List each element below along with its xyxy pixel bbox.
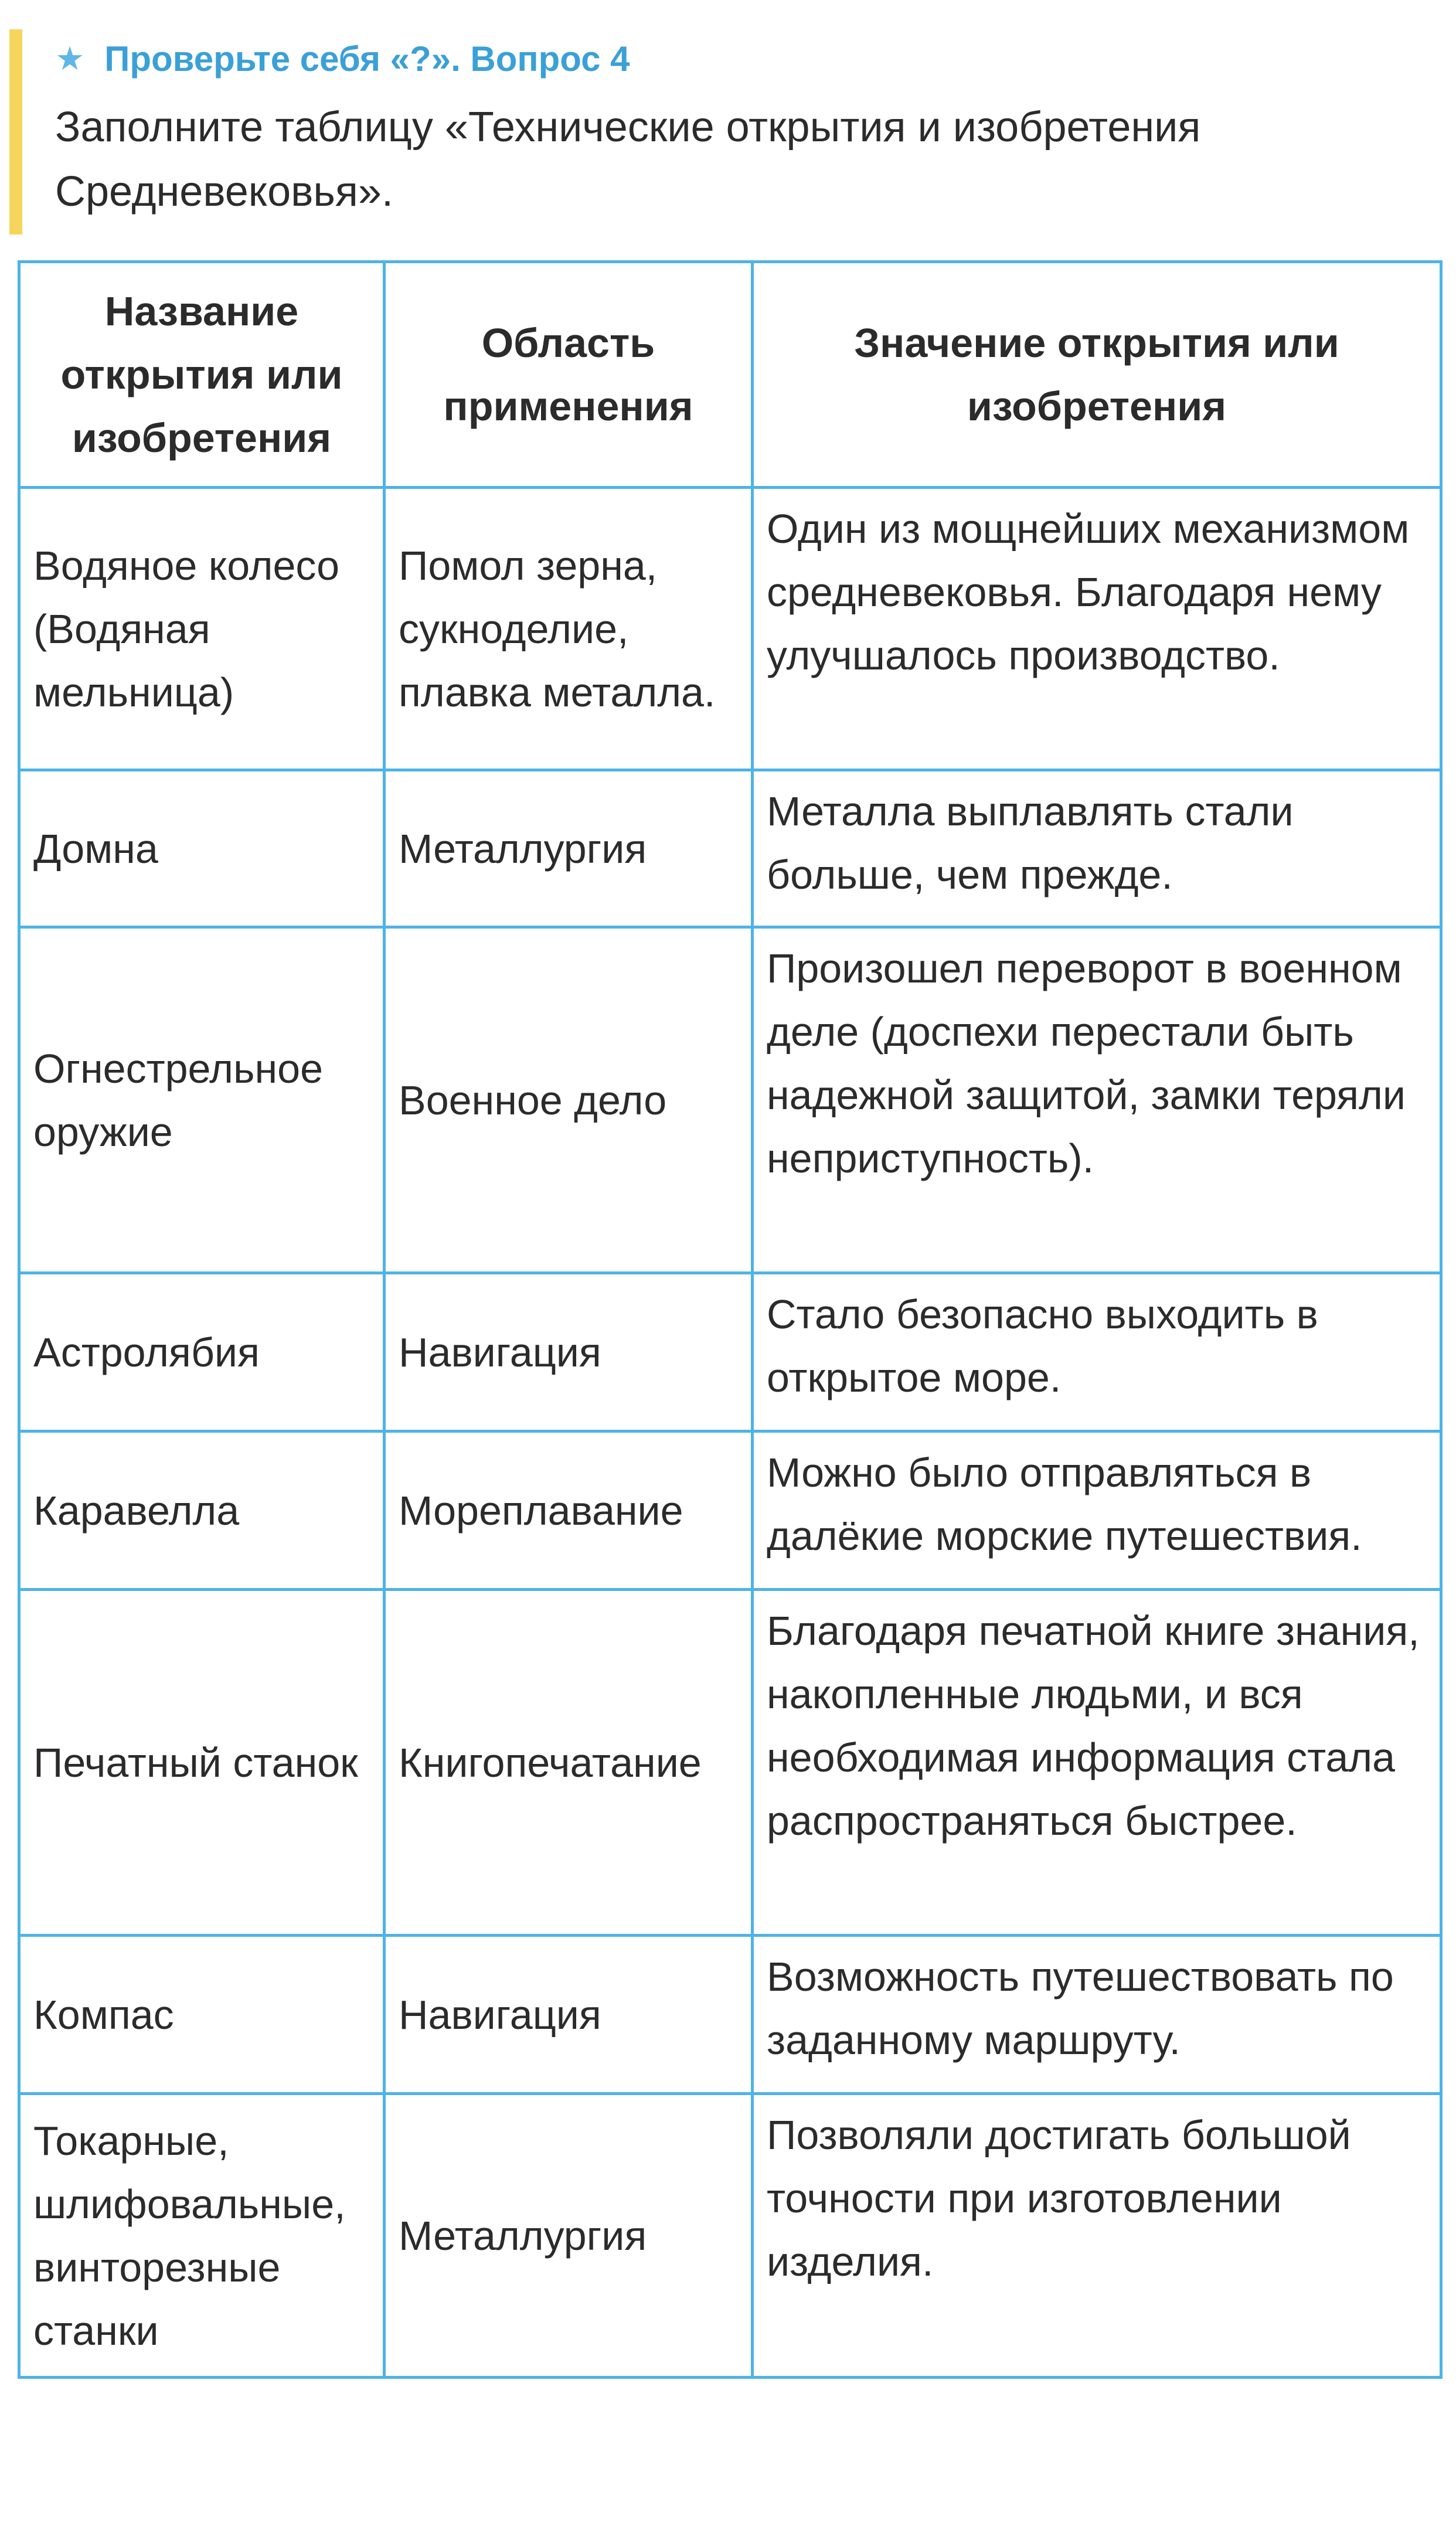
table-row bbox=[19, 927, 1441, 1273]
table-row bbox=[19, 1590, 1441, 1936]
cell-name: Печатный станок bbox=[19, 1590, 385, 1936]
cell-meaning: Возможность путешествовать по заданному маршруту. bbox=[753, 1936, 1441, 2094]
header-name: Название открытия или изобретения bbox=[19, 262, 385, 488]
cell-name: Домна bbox=[19, 770, 385, 927]
answer-table bbox=[18, 260, 1443, 2379]
cell-name: Компас bbox=[19, 1936, 385, 2094]
cell-area: Военное дело bbox=[385, 927, 753, 1273]
table-row bbox=[19, 1936, 1441, 2094]
cell-meaning: Можно было отправляться в далёкие морские путешествия. bbox=[753, 1432, 1441, 1590]
table-header-row bbox=[19, 262, 1441, 488]
task-text: Заполните таблицу «Технические открытия и изобретения Средневековья». bbox=[55, 104, 1201, 215]
cell-meaning: Стало безопасно выходить в открытое море. bbox=[753, 1273, 1441, 1432]
cell-area: Мореплавание bbox=[385, 1432, 753, 1590]
cell-area: Навигация bbox=[385, 1936, 753, 2094]
cell-name: Каравелла bbox=[19, 1432, 385, 1590]
table-row bbox=[19, 488, 1441, 770]
header-meaning: Значение открытия или изобретения bbox=[753, 262, 1441, 488]
cell-name: Водяное колесо (Водяная мельница) bbox=[19, 488, 385, 770]
cell-area: Книгопечатание bbox=[385, 1590, 753, 1936]
cell-name: Токарные, шлифовальные, винторезные станки bbox=[19, 2094, 385, 2378]
cell-area: Помол зерна, сукноделие, плавка металла. bbox=[385, 488, 753, 770]
table-row bbox=[19, 2094, 1441, 2378]
cell-name: Огнестрельное оружие bbox=[19, 927, 385, 1273]
table-row bbox=[19, 1273, 1441, 1432]
table-row bbox=[19, 1432, 1441, 1590]
table-row bbox=[19, 770, 1441, 927]
cell-meaning: Благодаря печатной книге знания, накопленные людьми, и вся необходимая информация стала распространяться быстрее. bbox=[753, 1590, 1441, 1936]
cell-area: Навигация bbox=[385, 1273, 753, 1432]
cell-meaning: Один из мощнейших механизмом средневековья. Благодаря нему улучшалось производство. bbox=[753, 488, 1441, 770]
task-heading bbox=[55, 29, 1440, 88]
cell-meaning: Металла выплавлять стали больше, чем прежде. bbox=[753, 770, 1441, 927]
task-block bbox=[9, 29, 1440, 234]
cell-area: Металлургия bbox=[385, 2094, 753, 2378]
cell-area: Металлургия bbox=[385, 770, 753, 927]
cell-meaning: Произошел переворот в военном деле (доспехи перестали быть надежной защитой, замки теряли неприступность). bbox=[753, 927, 1441, 1273]
star-icon: ★ bbox=[55, 40, 85, 77]
cell-meaning: Позволяли достигать большой точности при изготовлении изделия. bbox=[753, 2094, 1441, 2378]
header-area: Область применения bbox=[385, 262, 753, 488]
cell-name: Астролябия bbox=[19, 1273, 385, 1432]
task-heading-text: Проверьте себя «?». Вопрос 4 bbox=[104, 39, 630, 79]
